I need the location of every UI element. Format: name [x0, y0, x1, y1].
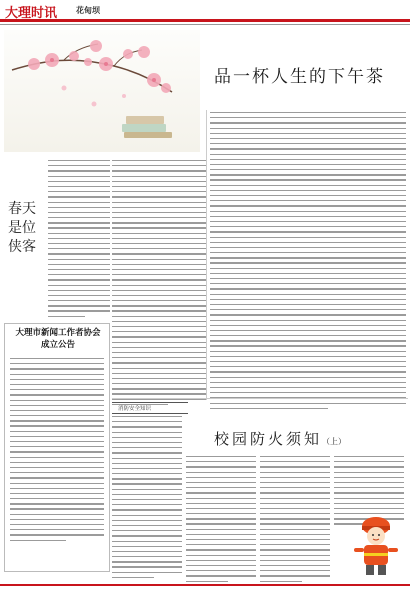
feature-article-text	[210, 112, 406, 413]
fire-headline-text: 校园防火须知	[214, 430, 323, 448]
feature-headline: 品一杯人生的下午茶	[214, 67, 385, 87]
fire-text-col-2	[186, 456, 256, 586]
masthead	[0, 0, 410, 28]
firefighter-mascot-icon	[348, 512, 404, 578]
section-divider	[112, 398, 408, 399]
notice-title: 大理市新闻工作者协会成立公告	[15, 328, 101, 350]
fire-text-col-1	[112, 416, 182, 582]
column-divider	[206, 110, 207, 400]
fire-section-label: 消防安全知识	[118, 406, 152, 412]
essay-text-col-2	[112, 160, 206, 409]
association-notice	[4, 323, 110, 572]
page-footer	[0, 584, 410, 609]
essay-text-col-1	[48, 160, 110, 321]
brand-logo: 大理时讯	[5, 6, 58, 21]
fire-text-col-3	[260, 456, 330, 586]
fire-headline	[214, 428, 346, 449]
fire-headline-part: （上）	[322, 437, 347, 446]
section-name: 花甸坝	[76, 6, 100, 15]
masthead-rule	[0, 24, 410, 25]
notice-body	[10, 358, 104, 545]
essay-vertical-title: 春天是位侠客	[8, 201, 36, 255]
masthead-bar	[0, 0, 410, 22]
banner-illustration	[4, 30, 200, 152]
blossom-branch-icon	[4, 30, 200, 152]
